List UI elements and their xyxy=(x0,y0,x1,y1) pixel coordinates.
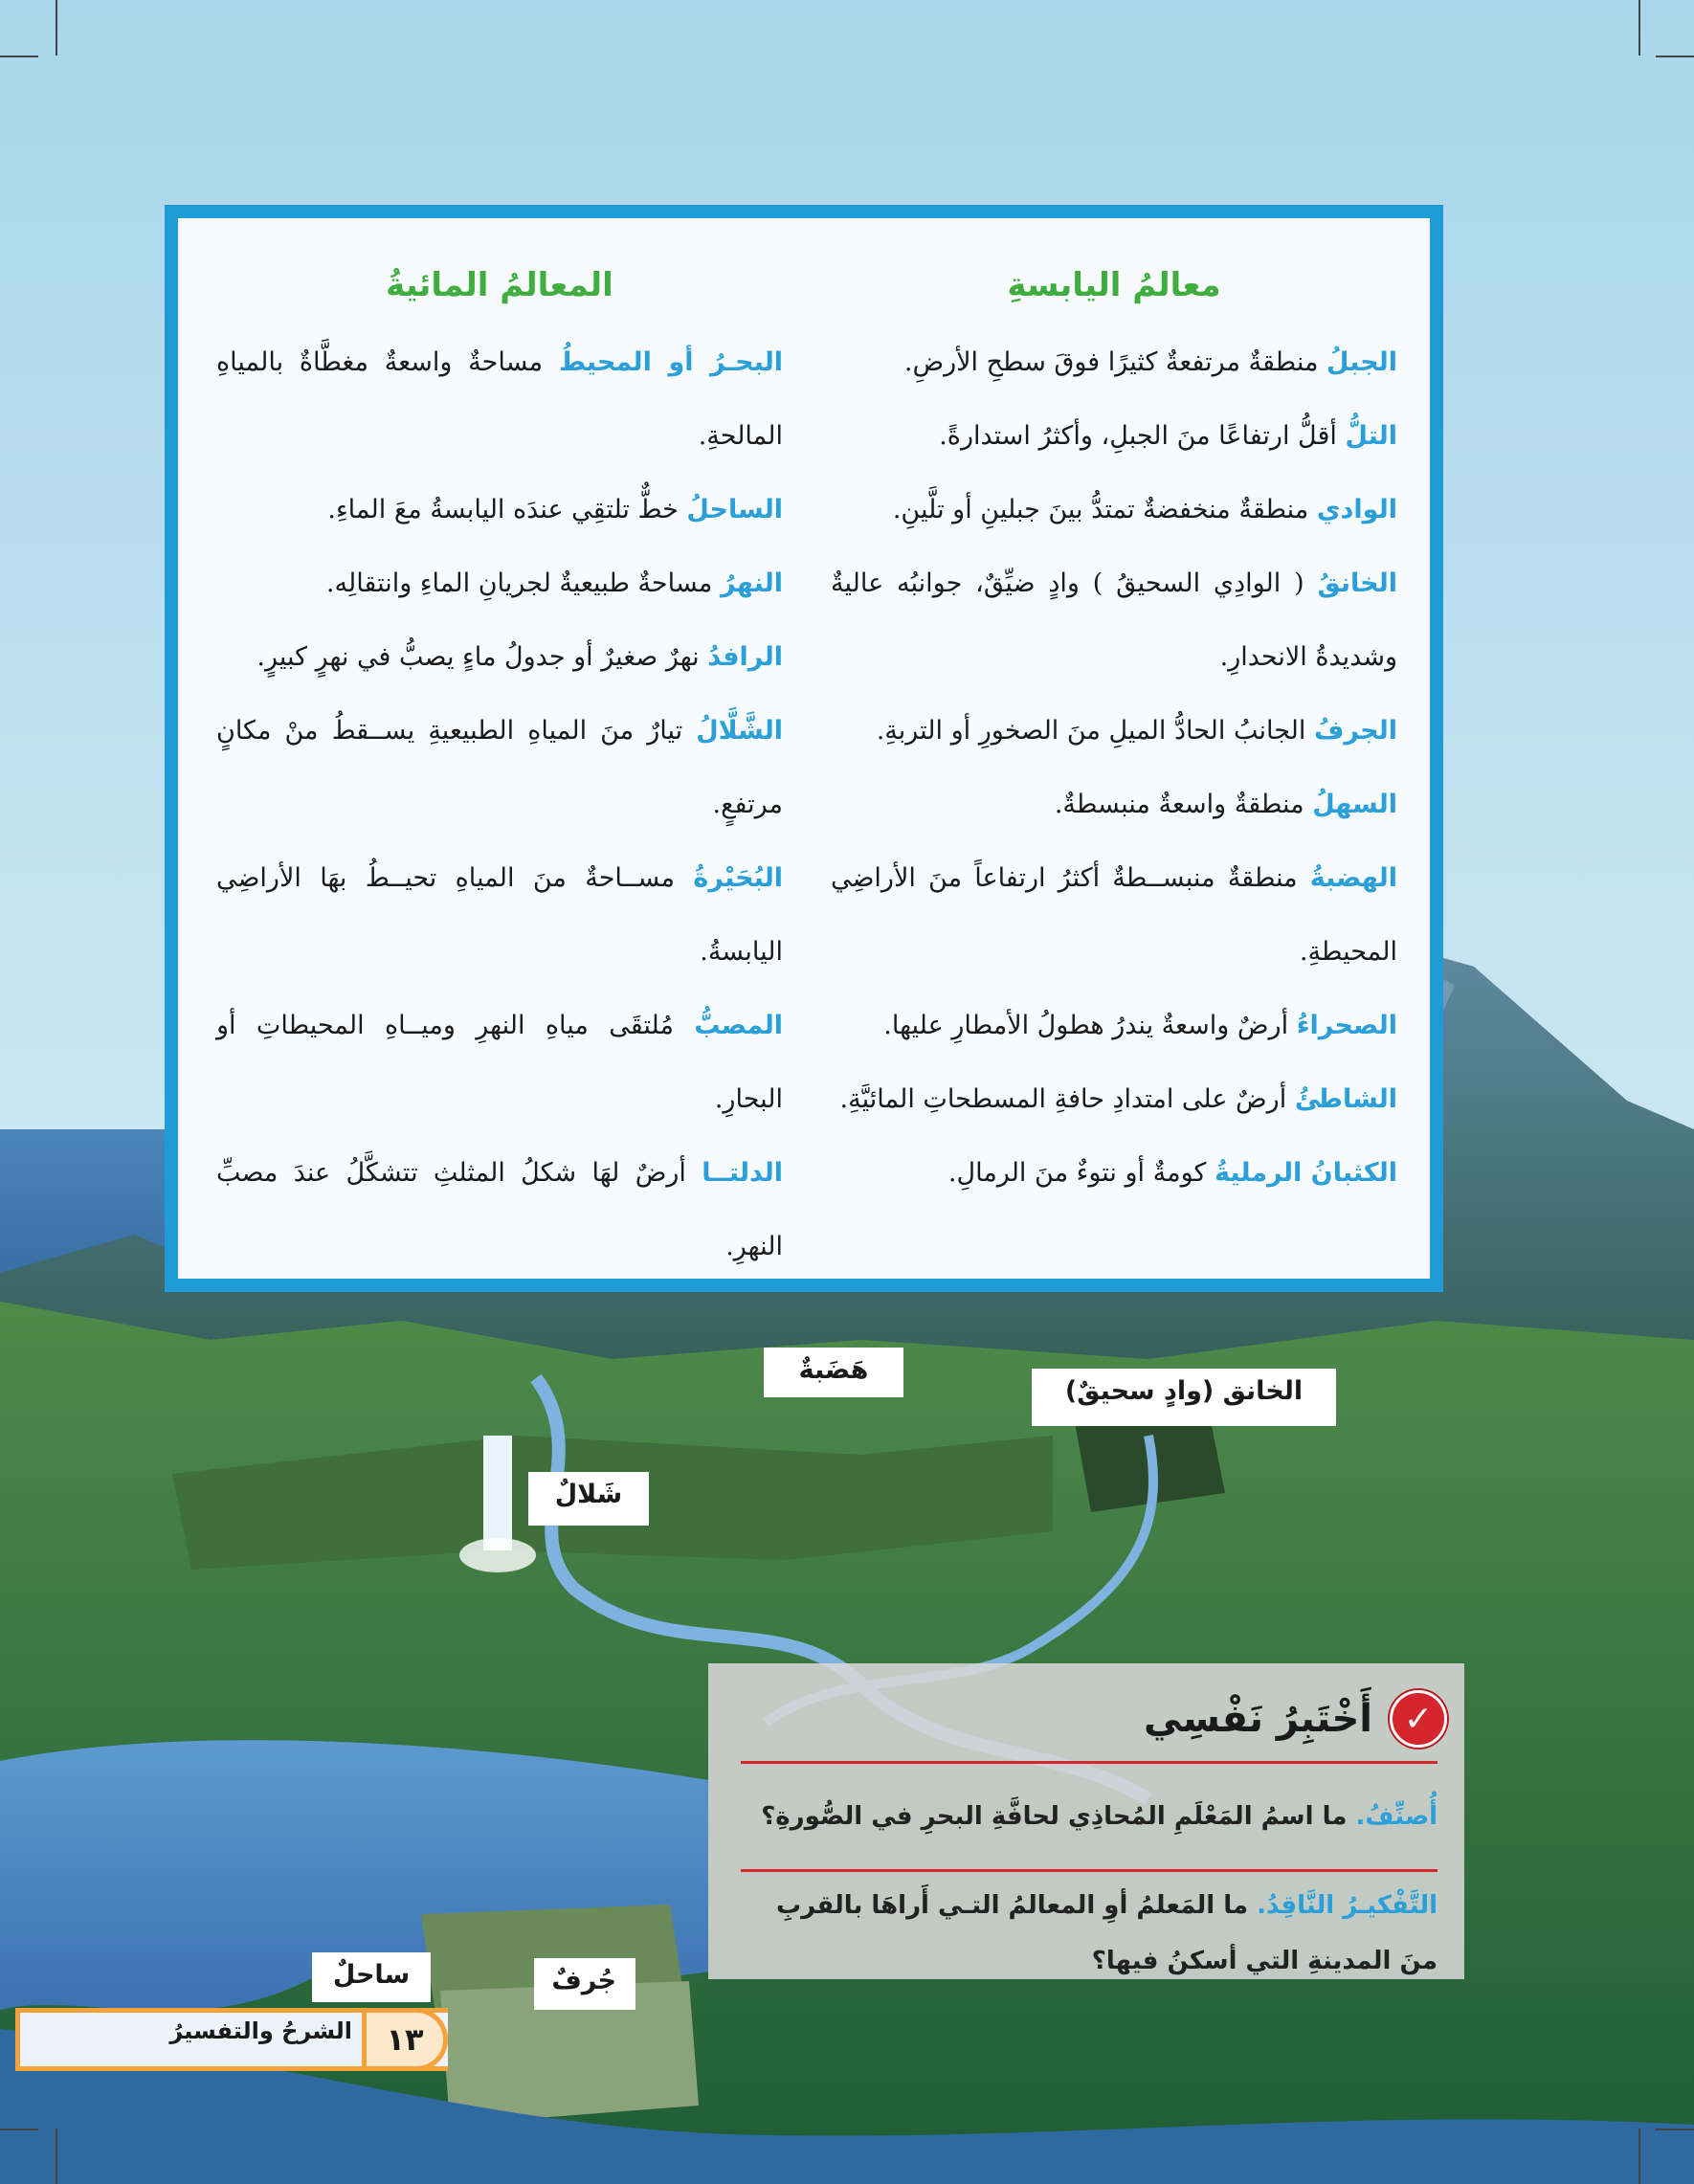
glossary-entry xyxy=(831,841,1397,989)
glossary-definition: منطقةٌ مرتفعةٌ كثيرًا فوقَ سطحِ الأرضِ. xyxy=(903,347,1327,377)
self-test-divider xyxy=(741,1869,1438,1872)
crop-mark xyxy=(1638,0,1640,56)
glossary-term: النهرُ xyxy=(720,568,783,598)
question-classify-text: ما اسمُ المَعْلَمِ المُحاذِي لحافَّةِ البحرِ في الصُّورةِ؟ xyxy=(761,1802,1356,1831)
glossary-entry xyxy=(831,325,1397,399)
glossary-entry xyxy=(216,473,783,546)
glossary-entry xyxy=(216,620,783,694)
water-features-column xyxy=(216,266,792,1261)
crop-mark xyxy=(1638,2128,1640,2184)
glossary-entry xyxy=(216,841,783,989)
glossary-definition: مساحةٌ واسعةٌ مغطَّاةٌ بالمياهِ المالحةِ. xyxy=(216,347,783,451)
self-test-title: أَخْتَبِرُ نَفْسِي xyxy=(1144,1697,1372,1741)
glossary-entry xyxy=(216,989,783,1136)
glossary-term: الشاطئُ xyxy=(1294,1084,1397,1114)
glossary-definition: منطقةٌ منبســطةٌ أكثرُ ارتفاعاً منَ الأراضِي المحيطةِ. xyxy=(831,863,1397,967)
glossary-entry xyxy=(831,1062,1397,1136)
glossary-definition: أقلُّ ارتفاعًا منَ الجبلِ، وأكثرُ استدارةً. xyxy=(939,421,1346,451)
glossary-entry xyxy=(831,989,1397,1062)
glossary-definition: كومةٌ أو نتوءٌ منَ الرمالِ. xyxy=(947,1158,1215,1188)
glossary-term: الصحراءُ xyxy=(1296,1011,1397,1040)
water-features-heading: المعالمُ المائيةُ xyxy=(386,266,613,304)
glossary-definition: تيارٌ منَ المياهِ الطبيعيةِ يســقطُ منْ مكانٍ مرتفعٍ. xyxy=(216,716,783,819)
glossary-term: الجرفُ xyxy=(1313,716,1397,746)
glossary-definition: مُلتقَى مياهِ النهرِ وميــاهِ المحيطاتِ أو البحارِ. xyxy=(216,1011,783,1114)
glossary-entry xyxy=(216,325,783,473)
label-cliff: جُرفٌ xyxy=(534,1958,635,2010)
page-footer xyxy=(15,2008,448,2071)
glossary-term: السهلُ xyxy=(1312,790,1397,819)
glossary-definition: ( الوادِي السحيقُ ) وادٍ ضيِّقٌ، جوانبُه عاليةٌ وشديدةُ الانحدارِ. xyxy=(831,568,1397,672)
label-canyon: الخانق (وادٍ سحيقٌ) xyxy=(1032,1369,1336,1426)
glossary-term: المصبُّ xyxy=(694,1011,783,1040)
glossary-definition: أرضٌ على امتدادِ حافةِ المسطحاتِ المائيَّةِ. xyxy=(839,1084,1295,1114)
glossary-term: الكثبانُ الرمليةُ xyxy=(1214,1158,1397,1188)
land-features-column xyxy=(792,266,1397,1250)
glossary-definition: أرضٌ واسعةٌ يندرُ هطولُ الأمطارِ عليها. xyxy=(883,1011,1297,1040)
glossary-definition: منطقةٌ واسعةٌ منبسطةٌ. xyxy=(1054,790,1313,819)
glossary-entry xyxy=(831,473,1397,546)
question-critical-thinking xyxy=(741,1878,1438,1989)
crop-mark xyxy=(0,2128,38,2130)
glossary-entry xyxy=(831,694,1397,768)
label-coast: ساحلٌ xyxy=(312,1952,431,2002)
question-critical-term: التَّفْكيـرُ النَّاقِدُ. xyxy=(1257,1891,1438,1920)
crop-mark xyxy=(1656,2128,1694,2130)
glossary-term: الهضبةُ xyxy=(1309,863,1397,893)
crop-mark xyxy=(56,2128,57,2184)
section-title: الشرحُ والتفسيرُ xyxy=(169,2017,352,2044)
glossary-entry xyxy=(216,694,783,841)
glossary-definition: منطقةٌ منخفضةٌ تمتدُّ بينَ جبلينِ أو تلَّينِ. xyxy=(892,495,1317,524)
glossary-definition: مساحةٌ طبيعيةٌ لجريانِ الماءِ وانتقالِه. xyxy=(325,568,721,598)
glossary-term: الخانقُ xyxy=(1317,568,1397,598)
crop-mark xyxy=(0,56,38,57)
self-test-header xyxy=(741,1690,1447,1748)
question-classify xyxy=(741,1789,1438,1844)
glossary-entry xyxy=(216,546,783,620)
glossary-term: الساحلُ xyxy=(686,495,783,524)
glossary-entry xyxy=(831,546,1397,694)
self-test-box xyxy=(708,1663,1464,1979)
label-waterfall: شَلالٌ xyxy=(528,1472,649,1526)
glossary-definition: الجانبُ الحادُّ الميلِ منَ الصخورِ أو التربةِ. xyxy=(876,716,1314,746)
glossary-definition: أرضٌ لهَا شكلُ المثلثِ تتشكَّلُ عندَ مصبِّ النهرِ. xyxy=(216,1158,783,1261)
page-number: ١٣ xyxy=(362,2008,448,2071)
crop-mark xyxy=(1656,56,1694,57)
glossary-term: البُحَيْرةُ xyxy=(693,863,783,893)
glossary-entry xyxy=(831,768,1397,841)
glossary-term: التلُّ xyxy=(1345,421,1397,451)
glossary-term: الجبلُ xyxy=(1326,347,1397,377)
land-features-heading: معالمُ اليابسةِ xyxy=(1007,266,1221,304)
glossary-box xyxy=(165,205,1443,1292)
glossary-term: الوادي xyxy=(1316,495,1397,524)
glossary-inner xyxy=(178,218,1430,1279)
self-test-divider xyxy=(741,1761,1438,1764)
glossary-term: الرافدُ xyxy=(707,642,783,672)
glossary-entry xyxy=(831,1136,1397,1210)
glossary-term: البحـرُ أو المحيطُ xyxy=(558,347,784,377)
checkmark-icon: ✓ xyxy=(1390,1690,1447,1748)
glossary-definition: نهرٌ صغيرٌ أو جدولُ ماءٍ يصبُّ في نهرٍ كبيرٍ. xyxy=(256,642,708,672)
crop-mark xyxy=(56,0,57,56)
label-plateau: هَضَبةٌ xyxy=(764,1348,903,1397)
glossary-entry xyxy=(831,399,1397,473)
question-classify-term: أُصنِّفُ. xyxy=(1355,1802,1438,1831)
glossary-definition: خطٌّ تلتقِي عندَه اليابسةُ معَ الماءِ. xyxy=(327,495,687,524)
glossary-definition: مســاحةٌ منَ المياهِ تحيــطُ بهَا الأراضِي اليابسةُ. xyxy=(216,863,783,967)
question-critical-text: ما المَعلمُ أوِ المعالمُ التـي أَراهَا بالقربِ منَ المدينةِ التي أسكنُ فيها؟ xyxy=(776,1891,1438,1975)
glossary-entry xyxy=(216,1136,783,1283)
glossary-term: الدلتــا xyxy=(702,1158,783,1188)
glossary-term: الشَّلَّالُ xyxy=(696,716,783,746)
